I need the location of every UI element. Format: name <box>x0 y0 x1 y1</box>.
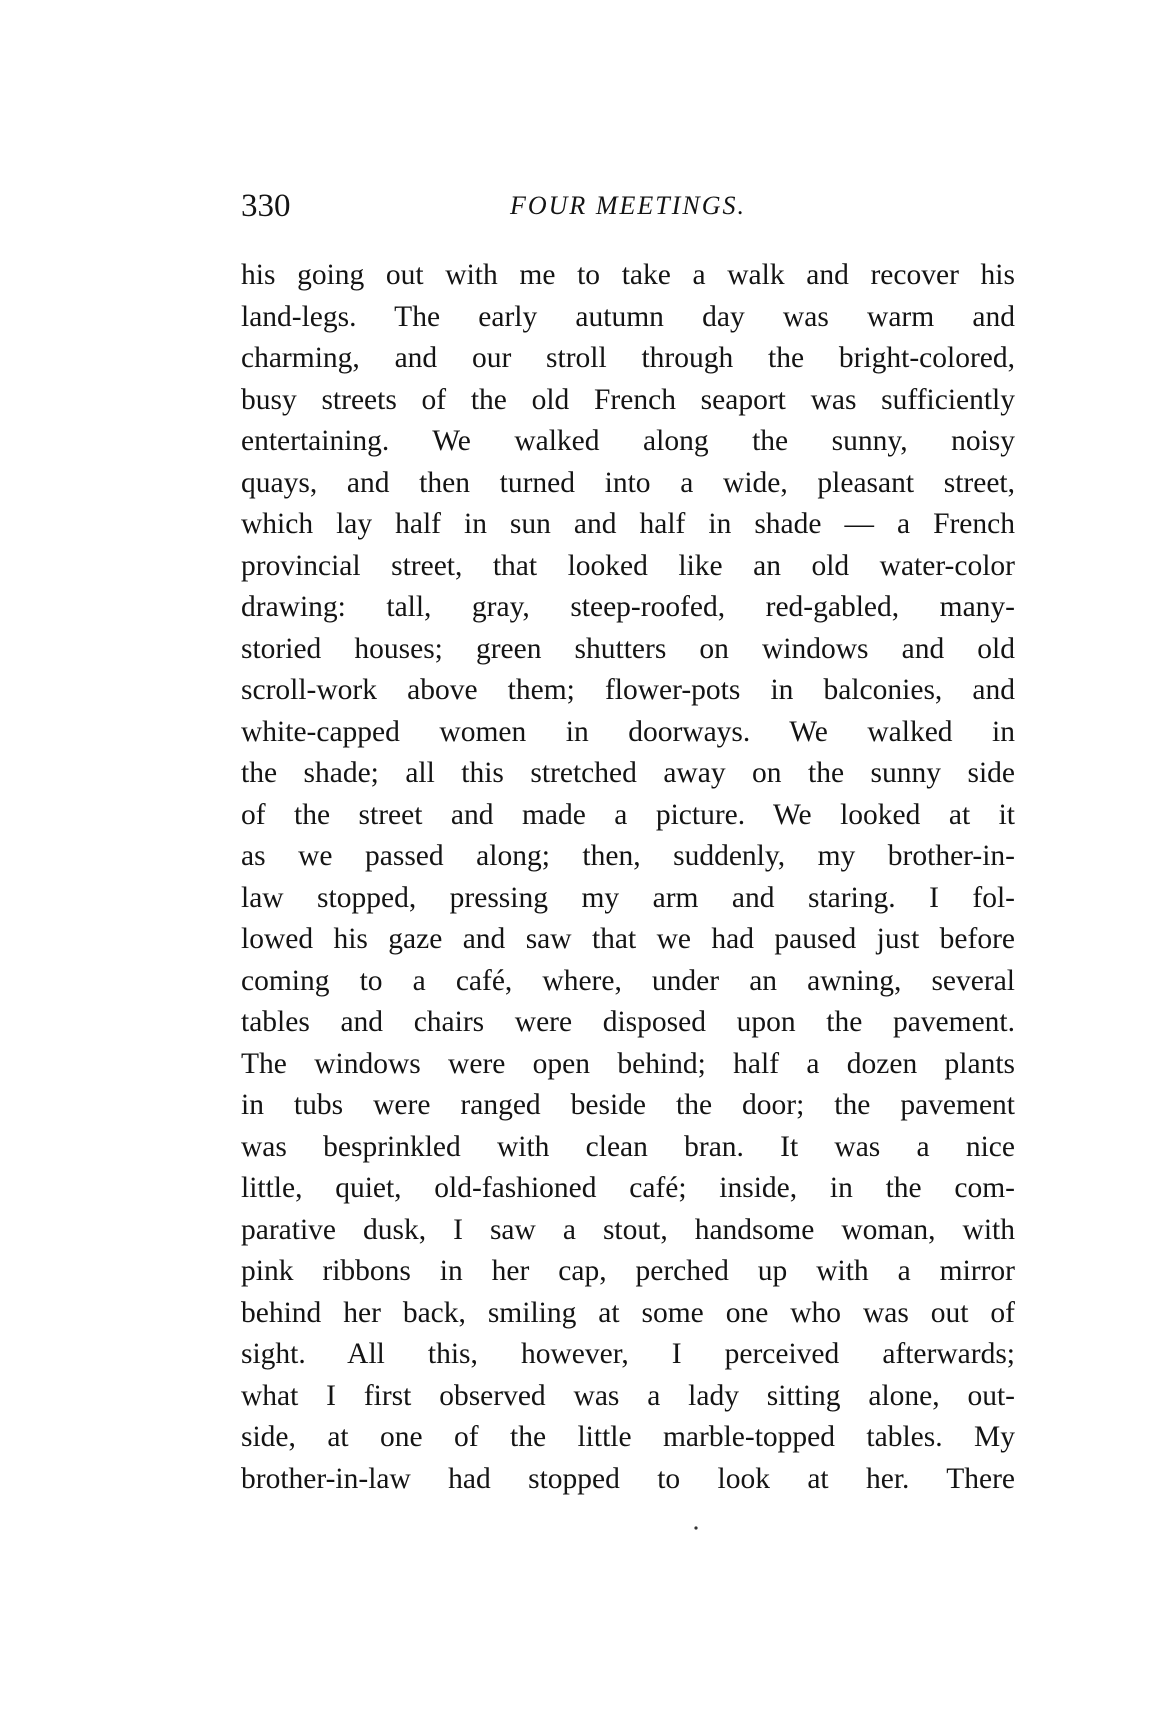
text-line: his going out with me to take a walk and recover his <box>241 259 1015 291</box>
page-number: 330 <box>241 188 291 224</box>
text-line: law stopped, pressing my arm and staring. I fol- <box>241 881 1015 914</box>
text-line: sight. All this, however, I perceived afterwards; <box>241 1338 1015 1370</box>
text-line: of the street and made a picture. We looked at it <box>241 798 1015 831</box>
text-line: The windows were open behind; half a dozen plants <box>241 1047 1015 1080</box>
text-line: which lay half in sun and half in shade — a French <box>241 508 1015 540</box>
page-header <box>241 186 1015 226</box>
text-line: quays, and then turned into a wide, pleasant street, <box>241 466 1015 499</box>
text-line: parative dusk, I saw a stout, handsome woman, with <box>241 1213 1015 1246</box>
text-line: the shade; all this stretched away on the sunny side <box>241 757 1015 789</box>
text-line: brother-in-law had stopped to look at her. There <box>241 1462 1015 1495</box>
text-line: entertaining. We walked along the sunny, noisy <box>241 425 1015 457</box>
text-line: tables and chairs were disposed upon the pavement. <box>241 1006 1015 1038</box>
print-speck <box>694 1526 697 1529</box>
text-line: in tubs were ranged beside the door; the pavement <box>241 1089 1015 1121</box>
text-line: provincial street, that looked like an old water-color <box>241 549 1015 582</box>
text-line: scroll-work above them; flower-pots in balconies, and <box>241 674 1015 706</box>
text-line: coming to a café, where, under an awning, several <box>241 964 1015 997</box>
text-line: storied houses; green shutters on windows and old <box>241 632 1015 665</box>
text-line: side, at one of the little marble-topped tables. My <box>241 1421 1015 1453</box>
text-line: drawing: tall, gray, steep-roofed, red-gabled, many- <box>241 591 1015 623</box>
text-line: white-capped women in doorways. We walked in <box>241 715 1015 748</box>
body-text <box>241 255 1015 1500</box>
text-line: little, quiet, old-fashioned café; inside, in the com- <box>241 1172 1015 1204</box>
text-line: land-legs. The early autumn day was warm and <box>241 300 1015 333</box>
text-line: charming, and our stroll through the bright-colored, <box>241 342 1015 374</box>
text-line: behind her back, smiling at some one who was out of <box>241 1296 1015 1329</box>
text-line: lowed his gaze and saw that we had paused just before <box>241 923 1015 955</box>
text-line: busy streets of the old French seaport was sufficiently <box>241 383 1015 416</box>
text-line: pink ribbons in her cap, perched up with a mirror <box>241 1255 1015 1287</box>
text-line: was besprinkled with clean bran. It was a nice <box>241 1130 1015 1163</box>
text-line: what I first observed was a lady sitting alone, out- <box>241 1379 1015 1412</box>
running-head: FOUR MEETINGS. <box>510 191 746 220</box>
text-line: as we passed along; then, suddenly, my brother-in- <box>241 840 1015 872</box>
